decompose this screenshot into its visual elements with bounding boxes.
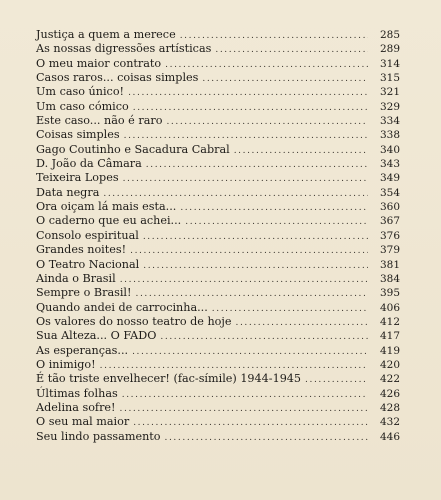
toc-entry xyxy=(36,157,400,171)
toc-entry-title: Adelina sofre! xyxy=(36,400,116,414)
toc-entry-title: O caderno que eu achei... xyxy=(36,214,182,228)
toc-entry-title: Seu lindo passamento xyxy=(36,429,161,443)
toc-entry xyxy=(36,200,400,214)
toc-entry-page-number: 379 xyxy=(379,244,400,257)
toc-entry xyxy=(36,301,400,315)
toc-entry-title: Este caso... não é raro xyxy=(36,114,163,128)
toc-entry xyxy=(36,186,400,200)
toc-entry-title: O meu maior contrato xyxy=(36,56,162,70)
toc-entry-page-number: 395 xyxy=(379,287,400,300)
toc-entry-page-number: 426 xyxy=(379,387,400,400)
dot-leader xyxy=(305,373,368,387)
toc-entry xyxy=(36,100,400,114)
toc-entry xyxy=(36,315,400,329)
toc-entry-page-number: 315 xyxy=(379,72,400,85)
toc-entry xyxy=(36,329,400,343)
dot-leader xyxy=(212,302,368,316)
toc-entry-title: Justiça a quem a merece xyxy=(36,28,176,41)
toc-entry-title: Ainda o Brasil xyxy=(36,271,116,285)
dot-leader xyxy=(202,72,368,86)
toc-entry-title: O seu mal maior xyxy=(36,415,130,429)
toc-entry-title: Coisas simples xyxy=(36,128,120,142)
toc-entry-page-number: 420 xyxy=(379,358,400,371)
toc-entry-page-number: 360 xyxy=(379,201,400,214)
toc-entry-page-number: 446 xyxy=(379,430,400,443)
toc-entry xyxy=(36,171,400,185)
toc-entry-page-number: 289 xyxy=(379,43,400,56)
toc-entry-page-number: 349 xyxy=(379,172,400,185)
dot-leader xyxy=(185,215,368,229)
dot-leader xyxy=(133,416,368,430)
dot-leader xyxy=(143,259,368,273)
dot-leader xyxy=(180,201,368,215)
toc-entry xyxy=(36,214,400,228)
toc-entry xyxy=(36,143,400,157)
dot-leader xyxy=(133,101,368,115)
dot-leader xyxy=(120,273,368,287)
toc-entry xyxy=(36,42,400,56)
toc-entry-page-number: 412 xyxy=(379,315,400,328)
toc-entry-title: As esperanças... xyxy=(36,343,129,357)
toc-entry-title: Grandes noites! xyxy=(36,243,127,257)
toc-entry xyxy=(36,128,400,142)
dot-leader xyxy=(130,244,368,258)
toc-entry xyxy=(36,430,400,444)
dot-leader xyxy=(234,144,368,158)
toc-entry xyxy=(36,401,400,415)
toc-entry-title: As nossas digressões artísticas xyxy=(36,42,212,56)
dot-leader xyxy=(128,86,368,100)
toc-entry-title: Quando andei de carrocinha... xyxy=(36,300,208,314)
dot-leader xyxy=(124,129,368,143)
toc-entry-title: Um caso único! xyxy=(36,85,125,99)
toc-entry-title: O Teatro Nacional xyxy=(36,257,140,271)
toc-entry xyxy=(36,387,400,401)
toc-entry-page-number: 381 xyxy=(379,258,400,271)
dot-leader xyxy=(180,29,368,43)
toc-entry-title: Últimas folhas xyxy=(36,386,118,400)
toc-entry-page-number: 422 xyxy=(379,373,400,386)
toc-entry-title: Consolo espiritual xyxy=(36,228,139,242)
dot-leader xyxy=(122,388,368,402)
toc-entry-page-number: 338 xyxy=(379,129,400,142)
toc-entry-title: Casos raros... coisas simples xyxy=(36,71,199,85)
toc-entry xyxy=(36,372,400,386)
dot-leader xyxy=(100,359,368,373)
dot-leader xyxy=(146,158,368,172)
toc-entry xyxy=(36,229,400,243)
toc-entry-title: Os valores do nosso teatro de hoje xyxy=(36,314,232,328)
toc-entry xyxy=(36,85,400,99)
toc-entry-title: É tão triste envelhecer! (fac-símile) 1944-1945 xyxy=(36,372,302,386)
toc-entry-page-number: 354 xyxy=(379,186,400,199)
dot-leader xyxy=(215,43,368,57)
toc-entry-page-number: 329 xyxy=(379,100,400,113)
toc-entry xyxy=(36,415,400,429)
dot-leader xyxy=(166,115,368,129)
toc-entry xyxy=(36,286,400,300)
toc-entry-title: Gago Coutinho e Sacadura Cabral xyxy=(36,142,230,156)
toc-entry-title: Ora oiçam lá mais esta... xyxy=(36,200,177,214)
toc-entry-page-number: 432 xyxy=(379,416,400,429)
toc-entry xyxy=(36,28,400,42)
toc-entry-title: Um caso cómico xyxy=(36,99,129,113)
toc-entry-page-number: 419 xyxy=(379,344,400,357)
toc-entry-page-number: 321 xyxy=(379,86,400,99)
toc-entry-page-number: 343 xyxy=(379,158,400,171)
toc-entry xyxy=(36,358,400,372)
toc-entry-title: O inimigo! xyxy=(36,357,96,371)
toc-entry xyxy=(36,243,400,257)
toc-entry-page-number: 384 xyxy=(379,272,400,285)
toc-entry-page-number: 314 xyxy=(379,57,400,70)
dot-leader xyxy=(143,230,368,244)
dot-leader xyxy=(236,316,369,330)
toc-entry xyxy=(36,57,400,71)
dot-leader xyxy=(103,187,368,201)
toc-entry-title: Teixeira Lopes xyxy=(36,171,119,185)
toc-entry xyxy=(36,258,400,272)
dot-leader xyxy=(165,431,368,445)
table-of-contents xyxy=(36,28,400,444)
toc-entry-page-number: 285 xyxy=(379,29,400,41)
toc-entry xyxy=(36,114,400,128)
dot-leader xyxy=(132,345,368,359)
toc-entry-page-number: 406 xyxy=(379,301,400,314)
dot-leader xyxy=(123,172,368,186)
toc-entry-page-number: 417 xyxy=(379,330,400,343)
toc-entry xyxy=(36,344,400,358)
toc-entry xyxy=(36,272,400,286)
dot-leader xyxy=(160,330,368,344)
toc-entry-title: Sempre o Brasil! xyxy=(36,286,132,300)
dot-leader xyxy=(120,402,368,416)
toc-entry-title: Data negra xyxy=(36,185,100,199)
toc-entry-page-number: 376 xyxy=(379,229,400,242)
toc-entry-title: Sua Alteza... O FADO xyxy=(36,329,157,343)
toc-entry xyxy=(36,71,400,85)
toc-entry-page-number: 340 xyxy=(379,143,400,156)
dot-leader xyxy=(136,287,368,301)
toc-entry-title: D. João da Câmara xyxy=(36,157,142,171)
toc-entry-page-number: 334 xyxy=(379,115,400,128)
toc-entry-page-number: 367 xyxy=(379,215,400,228)
dot-leader xyxy=(165,58,368,72)
toc-entry-page-number: 428 xyxy=(379,401,400,414)
